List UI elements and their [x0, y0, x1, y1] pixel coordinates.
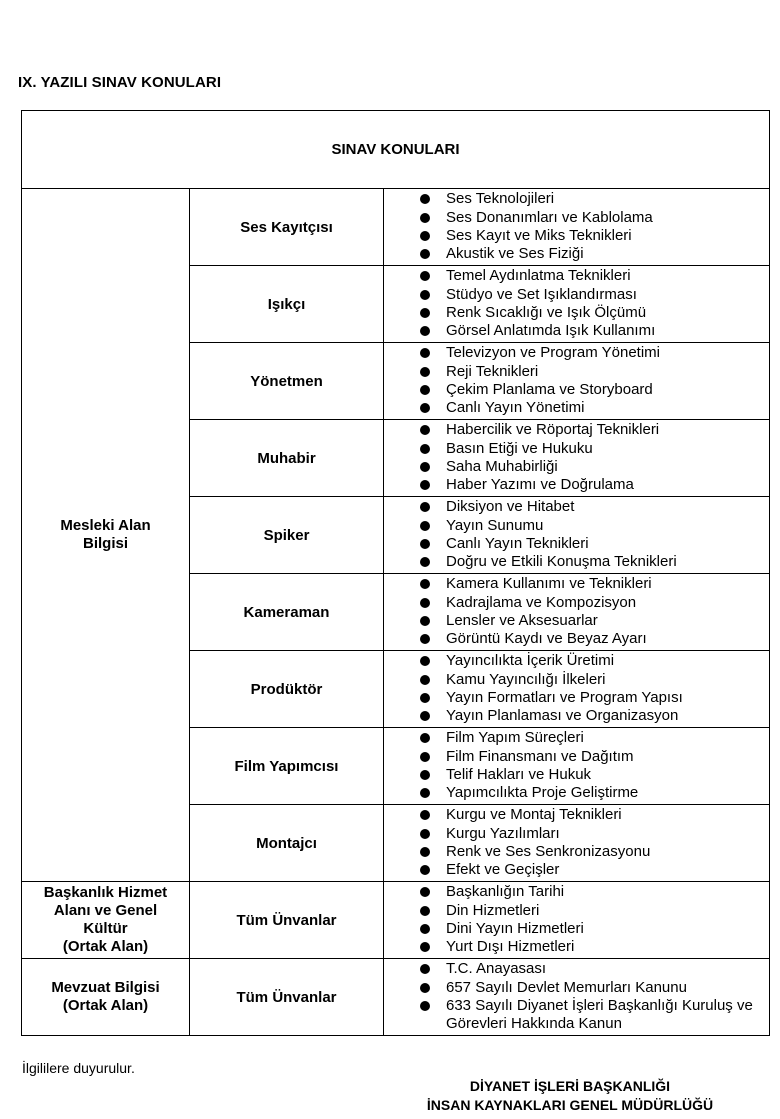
topic-item: Haber Yazımı ve Doğrulama: [420, 476, 769, 494]
announcement-note: İlgililere duyurulur.: [22, 1060, 135, 1076]
topic-list: [384, 652, 769, 725]
topic-item: Kamera Kullanımı ve Teknikleri: [420, 575, 769, 593]
topic-item: Yayın Formatları ve Program Yapısı: [420, 689, 769, 707]
topic-item: Reji Teknikleri: [420, 363, 769, 381]
topics-cell: [384, 189, 770, 266]
role-cell: Tüm Ünvanlar: [190, 882, 384, 959]
area-label-line: Mevzuat Bilgisi: [51, 979, 160, 996]
section-title: IX. YAZILI SINAV KONULARI: [18, 74, 222, 91]
topic-item: Dini Yayın Hizmetleri: [420, 920, 769, 938]
topics-cell: [384, 420, 770, 497]
role-cell: Spiker: [190, 497, 384, 574]
topic-item: Çekim Planlama ve Storyboard: [420, 381, 769, 399]
topic-item: Ses Donanımları ve Kablolama: [420, 209, 769, 227]
topic-item: Yayın Sunumu: [420, 517, 769, 535]
topic-list: [384, 729, 769, 802]
area-label-line: Alanı ve Genel: [53, 902, 158, 919]
topic-item: Canlı Yayın Teknikleri: [420, 535, 769, 553]
topic-item: Kurgu ve Montaj Teknikleri: [420, 806, 769, 824]
topics-cell: [384, 882, 770, 959]
topic-item: Yurt Dışı Hizmetleri: [420, 938, 769, 956]
topics-cell: [384, 805, 770, 882]
topic-list: [384, 498, 769, 571]
exam-topics-table: [21, 110, 770, 1036]
topics-cell: [384, 574, 770, 651]
topic-item: Yayıncılıkta İçerik Üretimi: [420, 652, 769, 670]
area-cell: [22, 959, 190, 1036]
area-label-line: Başkanlık Hizmet: [43, 884, 168, 901]
role-cell: Işıkçı: [190, 266, 384, 343]
topic-item: Görsel Anlatımda Işık Kullanımı: [420, 322, 769, 340]
topic-item: Efekt ve Geçişler: [420, 861, 769, 879]
topics-cell: [384, 728, 770, 805]
topic-item: Kadrajlama ve Kompozisyon: [420, 594, 769, 612]
area-label-line: (Ortak Alan): [62, 938, 149, 955]
area-label: Mesleki Alan Bilgisi: [60, 517, 151, 552]
signature-line-1: DİYANET İŞLERİ BAŞKANLIĞI: [469, 1078, 671, 1094]
role-cell: Film Yapımcısı: [190, 728, 384, 805]
topic-item: Yayın Planlaması ve Organizasyon: [420, 707, 769, 725]
topic-item: Akustik ve Ses Fiziği: [420, 245, 769, 263]
topic-item: Basın Etiği ve Hukuku: [420, 440, 769, 458]
topic-item: T.C. Anayasası: [420, 960, 769, 978]
area-cell: [22, 882, 190, 959]
topics-cell: [384, 497, 770, 574]
topic-item: Telif Hakları ve Hukuk: [420, 766, 769, 784]
role-cell: Muhabir: [190, 420, 384, 497]
topics-cell: [384, 959, 770, 1036]
topic-list: [384, 883, 769, 956]
topic-item: Renk ve Ses Senkronizasyonu: [420, 843, 769, 861]
role-cell: Montajcı: [190, 805, 384, 882]
topic-item: Ses Kayıt ve Miks Teknikleri: [420, 227, 769, 245]
topic-item: Film Finansmanı ve Dağıtım: [420, 748, 769, 766]
topic-item: Görüntü Kaydı ve Beyaz Ayarı: [420, 630, 769, 648]
signature-line-2: İNSAN KAYNAKLARI GENEL MÜDÜRLÜĞÜ: [426, 1097, 714, 1113]
topics-cell: [384, 343, 770, 420]
topic-item: Diksiyon ve Hitabet: [420, 498, 769, 516]
role-cell: Kameraman: [190, 574, 384, 651]
topic-item: Televizyon ve Program Yönetimi: [420, 344, 769, 362]
topics-cell: [384, 651, 770, 728]
topic-list: [384, 421, 769, 494]
topic-item: Kurgu Yazılımları: [420, 825, 769, 843]
table-header: SINAV KONULARI: [22, 111, 770, 189]
topic-item: Canlı Yayın Yönetimi: [420, 399, 769, 417]
topic-item: Film Yapım Süreçleri: [420, 729, 769, 747]
topic-list: [384, 960, 769, 1033]
topics-cell: [384, 266, 770, 343]
role-cell: Tüm Ünvanlar: [190, 959, 384, 1036]
topic-item: Ses Teknolojileri: [420, 190, 769, 208]
table-row: [22, 882, 770, 959]
topic-list: [384, 806, 769, 879]
topic-item: Lensler ve Aksesuarlar: [420, 612, 769, 630]
topic-item: Din Hizmetleri: [420, 902, 769, 920]
topic-item: 657 Sayılı Devlet Memurları Kanunu: [420, 979, 769, 997]
topic-item: Habercilik ve Röportaj Teknikleri: [420, 421, 769, 439]
topic-list: [384, 267, 769, 340]
area-label-line: Kültür: [83, 920, 128, 937]
topic-item: Başkanlığın Tarihi: [420, 883, 769, 901]
topic-item: Temel Aydınlatma Teknikleri: [420, 267, 769, 285]
area-label-line: (Ortak Alan): [62, 997, 149, 1014]
area-cell: [22, 189, 190, 882]
topic-list: [384, 575, 769, 648]
topic-list: [384, 190, 769, 263]
topic-item: 633 Sayılı Diyanet İşleri Başkanlığı Kuruluş ve Görevleri Hakkında Kanun: [420, 997, 769, 1034]
table-row: [22, 189, 770, 266]
topic-item: Renk Sıcaklığı ve Işık Ölçümü: [420, 304, 769, 322]
topic-list: [384, 344, 769, 417]
role-cell: Ses Kayıtçısı: [190, 189, 384, 266]
signature-block: [380, 1077, 760, 1115]
role-cell: Yönetmen: [190, 343, 384, 420]
topic-item: Stüdyo ve Set Işıklandırması: [420, 286, 769, 304]
table-row: [22, 959, 770, 1036]
topic-item: Doğru ve Etkili Konuşma Teknikleri: [420, 553, 769, 571]
table-body: [22, 189, 770, 1036]
topic-item: Kamu Yayıncılığı İlkeleri: [420, 671, 769, 689]
topic-item: Saha Muhabirliği: [420, 458, 769, 476]
role-cell: Prodüktör: [190, 651, 384, 728]
topic-item: Yapımcılıkta Proje Geliştirme: [420, 784, 769, 802]
